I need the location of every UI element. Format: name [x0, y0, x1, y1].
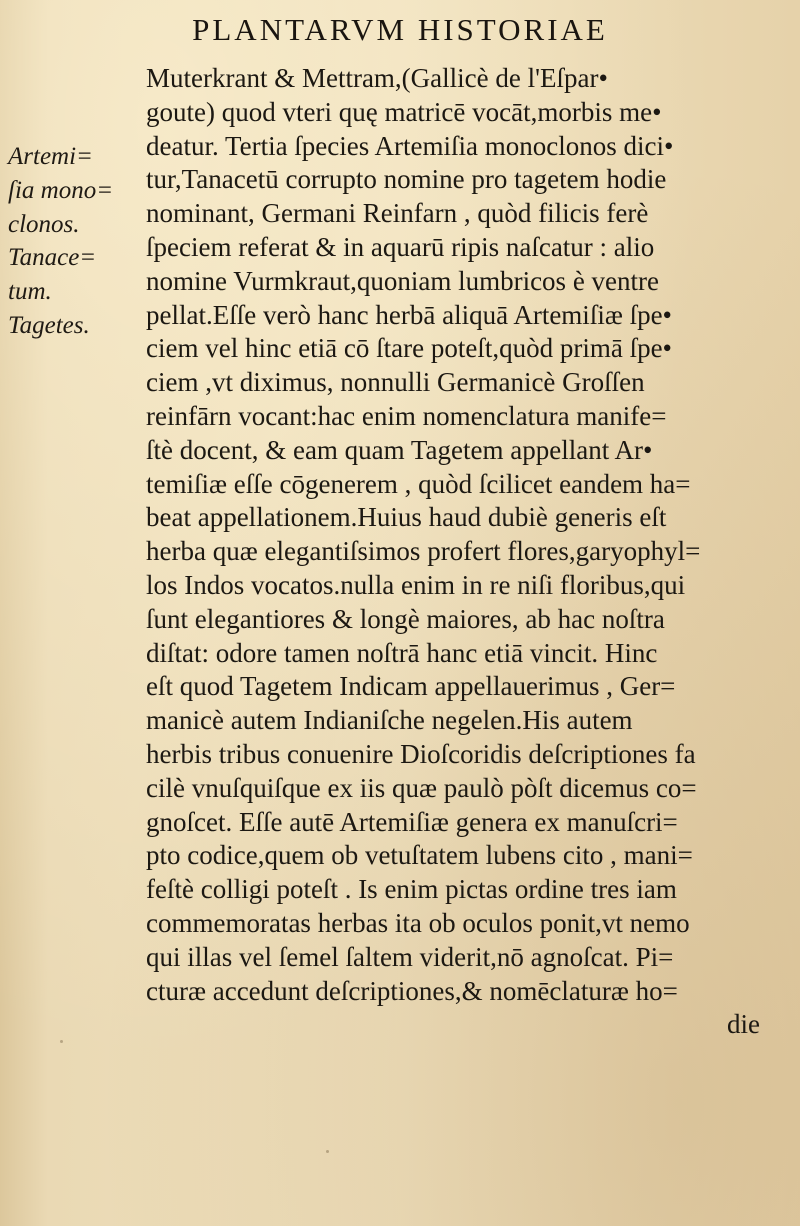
text-line: reinfārn vocant:hac enim nomenclatura manife=	[146, 400, 667, 431]
margin-note: Artemi=	[8, 143, 93, 170]
text-line: gnoſcet. Eſſe autē Artemiſiæ genera ex manuſcri=	[146, 806, 678, 837]
text-line: feſtè colligi poteſt . Is enim pictas ordine tres iam	[146, 874, 677, 905]
text-line: commemoratas herbas ita ob oculos ponit,vt nemo	[146, 907, 690, 938]
margin-note: ſia mono=	[8, 176, 114, 204]
text-line: manicè autem Indianiſche negelen.His autem	[146, 705, 633, 736]
text-line: diſtat: odore tamen noſtrā hanc etiā vincit. Hinc	[146, 637, 658, 668]
text-line: herbis tribus conuenire Dioſcoridis deſcriptiones fa	[146, 738, 696, 769]
text-line: beat appellationem.Huius haud dubiè generis eſt	[146, 502, 667, 533]
text-line: qui illas vel ſemel ſaltem viderit,nō agnoſcat. Pi=	[146, 941, 674, 972]
text-line: temiſiæ eſſe cōgenerem , quòd ſcilicet eandem ha=	[146, 468, 691, 499]
text-line: goute) quod vteri quę matricē vocāt,morbis me•	[146, 96, 662, 127]
text-line: ſtè docent, & eam quam Tagetem appellant Ar•	[146, 434, 653, 465]
text-line: nomine Vurmkraut,quoniam lumbricos è ventre	[146, 265, 660, 296]
text-line: tur,Tanacetū corrupto nomine pro tagetem hodie	[146, 164, 667, 195]
margin-note: clonos.	[8, 210, 80, 238]
running-title: PLANTARVM HISTORIAE	[192, 12, 608, 47]
text-line: pellat.Eſſe verò hanc herbā aliquā Artemiſiæ ſpe•	[146, 299, 673, 330]
text-line: Muterkrant & Mettram,(Gallicè de l'Eſpar•	[146, 63, 608, 93]
margin-notes	[8, 140, 138, 343]
text-line: cilè vnuſquiſque ex iis quæ paulò pòſt dicemus co=	[146, 772, 697, 803]
text-line: los Indos vocatos.nulla enim in re niſi floribus,qui	[146, 569, 686, 600]
catchword: die	[727, 1009, 760, 1040]
text-line: ciem ,vt diximus, nonnulli Germanicè Groſſen	[146, 367, 645, 398]
paper-speck	[326, 1150, 329, 1153]
paper-speck	[60, 1040, 63, 1043]
text-line: nominant, Germani Reinfarn , quòd filicis ferè	[146, 198, 649, 229]
text-line: eſt quod Tagetem Indicam appellauerimus , Ger=	[146, 671, 676, 702]
text-line: ciem vel hinc etiā cō ſtare poteſt,quòd primā ſpe•	[146, 333, 673, 364]
margin-note: Tanace=	[8, 244, 97, 272]
text-line: cturæ accedunt deſcriptiones,& nomēclaturæ ho=	[146, 975, 678, 1006]
body-text	[146, 62, 776, 1042]
text-line: ſpeciem referat & in aquarū ripis naſcatur : alio	[146, 231, 655, 262]
text-line: ſunt elegantiores & longè maiores, ab hac noſtra	[146, 603, 665, 634]
text-line: herba quæ elegantiſsimos profert flores,garyophyl=	[146, 536, 701, 567]
margin-note: Tagetes.	[8, 311, 90, 339]
text-line: pto codice,quem ob vetuſtatem lubens cito , mani=	[146, 840, 693, 871]
text-line: deatur. Tertia ſpecies Artemiſia monoclonos dici•	[146, 130, 674, 161]
margin-note: tum.	[8, 278, 52, 306]
